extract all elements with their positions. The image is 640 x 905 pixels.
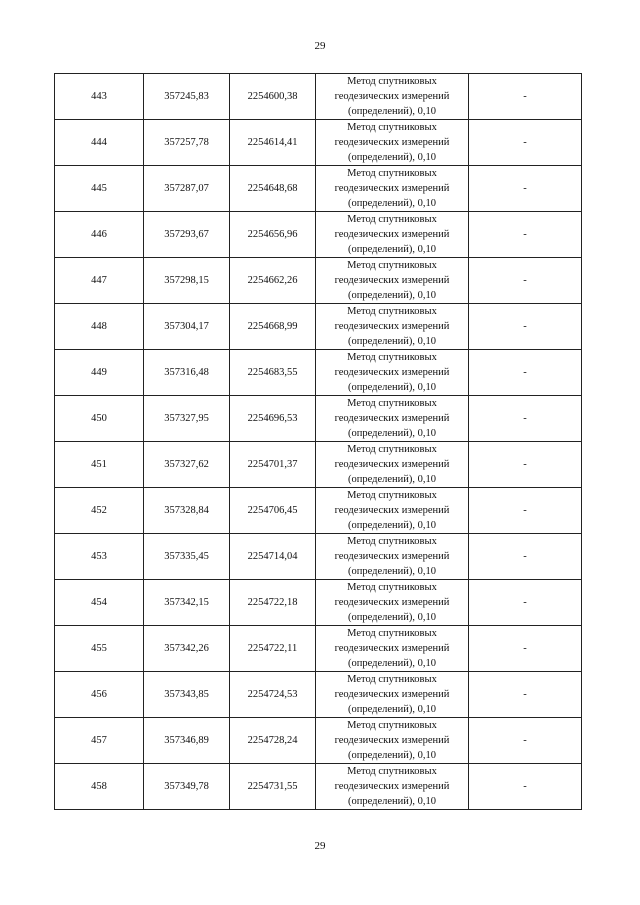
method-line: Метод спутниковых (347, 168, 437, 179)
method-line: (определений), 0,10 (347, 336, 437, 347)
method-line: (определений), 0,10 (347, 244, 437, 255)
method-line: (определений), 0,10 (347, 566, 437, 577)
point-number-cell: 453 (55, 534, 144, 580)
method-cell (316, 212, 469, 258)
point-number-cell: 443 (55, 74, 144, 120)
method-cell (316, 718, 469, 764)
method-line: Метод спутниковых (347, 260, 437, 271)
note-cell: - (469, 488, 582, 534)
method-line: (определений), 0,10 (347, 198, 437, 209)
y-coordinate-cell: 2254662,26 (230, 258, 316, 304)
method-line: Метод спутниковых (347, 628, 437, 639)
y-coordinate-cell: 2254701,37 (230, 442, 316, 488)
y-coordinate-cell: 2254648,68 (230, 166, 316, 212)
note-cell: - (469, 396, 582, 442)
note-cell: - (469, 350, 582, 396)
y-coordinate-cell: 2254668,99 (230, 304, 316, 350)
point-number-cell: 449 (55, 350, 144, 396)
method-cell (316, 258, 469, 304)
method-line: (определений), 0,10 (347, 290, 437, 301)
x-coordinate-cell: 357335,45 (144, 534, 230, 580)
method-line: (определений), 0,10 (347, 106, 437, 117)
table-row (55, 258, 582, 304)
method-line: Метод спутниковых (347, 444, 437, 455)
note-cell: - (469, 672, 582, 718)
method-line: геодезических измерений (334, 229, 450, 240)
x-coordinate-cell: 357293,67 (144, 212, 230, 258)
method-line: (определений), 0,10 (347, 704, 437, 715)
x-coordinate-cell: 357304,17 (144, 304, 230, 350)
method-cell (316, 350, 469, 396)
method-line: геодезических измерений (334, 459, 450, 470)
y-coordinate-cell: 2254614,41 (230, 120, 316, 166)
table-row (55, 488, 582, 534)
point-number-cell: 452 (55, 488, 144, 534)
method-line: (определений), 0,10 (347, 796, 437, 807)
method-line: геодезических измерений (334, 597, 450, 608)
method-cell (316, 166, 469, 212)
point-number-cell: 450 (55, 396, 144, 442)
method-line: (определений), 0,10 (347, 612, 437, 623)
table-row (55, 764, 582, 810)
point-number-cell: 446 (55, 212, 144, 258)
table-row (55, 718, 582, 764)
method-line: Метод спутниковых (347, 214, 437, 225)
method-line: (определений), 0,10 (347, 382, 437, 393)
method-line: Метод спутниковых (347, 352, 437, 363)
x-coordinate-cell: 357298,15 (144, 258, 230, 304)
method-line: геодезических измерений (334, 137, 450, 148)
x-coordinate-cell: 357346,89 (144, 718, 230, 764)
point-number-cell: 455 (55, 626, 144, 672)
note-cell: - (469, 580, 582, 626)
method-cell (316, 74, 469, 120)
table-row (55, 120, 582, 166)
method-line: (определений), 0,10 (347, 658, 437, 669)
point-number-cell: 451 (55, 442, 144, 488)
coordinates-table (54, 73, 582, 810)
method-cell (316, 488, 469, 534)
method-cell (316, 396, 469, 442)
note-cell: - (469, 120, 582, 166)
y-coordinate-cell: 2254600,38 (230, 74, 316, 120)
x-coordinate-cell: 357316,48 (144, 350, 230, 396)
table-row (55, 212, 582, 258)
method-line: геодезических измерений (334, 505, 450, 516)
method-line: Метод спутниковых (347, 582, 437, 593)
x-coordinate-cell: 357349,78 (144, 764, 230, 810)
method-line: Метод спутниковых (347, 536, 437, 547)
method-line: (определений), 0,10 (347, 428, 437, 439)
note-cell: - (469, 212, 582, 258)
method-line: геодезических измерений (334, 413, 450, 424)
table-row (55, 304, 582, 350)
method-cell (316, 580, 469, 626)
y-coordinate-cell: 2254722,18 (230, 580, 316, 626)
note-cell: - (469, 304, 582, 350)
point-number-cell: 447 (55, 258, 144, 304)
method-line: Метод спутниковых (347, 674, 437, 685)
method-cell (316, 304, 469, 350)
method-cell (316, 120, 469, 166)
method-line: геодезических измерений (334, 781, 450, 792)
table-row (55, 166, 582, 212)
x-coordinate-cell: 357287,07 (144, 166, 230, 212)
x-coordinate-cell: 357257,78 (144, 120, 230, 166)
page-number-top: 29 (314, 40, 326, 52)
method-line: геодезических измерений (334, 551, 450, 562)
y-coordinate-cell: 2254731,55 (230, 764, 316, 810)
note-cell: - (469, 442, 582, 488)
method-cell (316, 442, 469, 488)
x-coordinate-cell: 357343,85 (144, 672, 230, 718)
note-cell: - (469, 626, 582, 672)
method-cell (316, 626, 469, 672)
method-line: (определений), 0,10 (347, 474, 437, 485)
method-line: Метод спутниковых (347, 490, 437, 501)
method-line: Метод спутниковых (347, 720, 437, 731)
method-cell (316, 672, 469, 718)
method-line: (определений), 0,10 (347, 152, 437, 163)
table-row (55, 626, 582, 672)
x-coordinate-cell: 357342,15 (144, 580, 230, 626)
note-cell: - (469, 258, 582, 304)
method-line: геодезических измерений (334, 183, 450, 194)
point-number-cell: 445 (55, 166, 144, 212)
method-line: геодезических измерений (334, 643, 450, 654)
table-row (55, 672, 582, 718)
x-coordinate-cell: 357342,26 (144, 626, 230, 672)
page-number-bottom: 29 (314, 840, 326, 852)
point-number-cell: 448 (55, 304, 144, 350)
table-row (55, 580, 582, 626)
method-cell (316, 534, 469, 580)
method-line: (определений), 0,10 (347, 750, 437, 761)
note-cell: - (469, 718, 582, 764)
y-coordinate-cell: 2254714,04 (230, 534, 316, 580)
method-line: Метод спутниковых (347, 398, 437, 409)
method-line: (определений), 0,10 (347, 520, 437, 531)
method-line: геодезических измерений (334, 367, 450, 378)
table-row (55, 442, 582, 488)
y-coordinate-cell: 2254706,45 (230, 488, 316, 534)
method-line: геодезических измерений (334, 735, 450, 746)
x-coordinate-cell: 357327,62 (144, 442, 230, 488)
method-line: Метод спутниковых (347, 122, 437, 133)
note-cell: - (469, 764, 582, 810)
note-cell: - (469, 534, 582, 580)
table-row (55, 350, 582, 396)
coordinates-table-body (55, 74, 582, 810)
table-row (55, 534, 582, 580)
method-line: геодезических измерений (334, 91, 450, 102)
table-row (55, 74, 582, 120)
y-coordinate-cell: 2254728,24 (230, 718, 316, 764)
point-number-cell: 456 (55, 672, 144, 718)
method-line: геодезических измерений (334, 689, 450, 700)
y-coordinate-cell: 2254696,53 (230, 396, 316, 442)
y-coordinate-cell: 2254722,11 (230, 626, 316, 672)
point-number-cell: 458 (55, 764, 144, 810)
point-number-cell: 444 (55, 120, 144, 166)
method-line: Метод спутниковых (347, 766, 437, 777)
x-coordinate-cell: 357245,83 (144, 74, 230, 120)
method-line: геодезических измерений (334, 275, 450, 286)
y-coordinate-cell: 2254683,55 (230, 350, 316, 396)
y-coordinate-cell: 2254724,53 (230, 672, 316, 718)
y-coordinate-cell: 2254656,96 (230, 212, 316, 258)
point-number-cell: 457 (55, 718, 144, 764)
method-line: Метод спутниковых (347, 306, 437, 317)
note-cell: - (469, 166, 582, 212)
method-cell (316, 764, 469, 810)
method-line: геодезических измерений (334, 321, 450, 332)
method-line: Метод спутниковых (347, 76, 437, 87)
x-coordinate-cell: 357328,84 (144, 488, 230, 534)
note-cell: - (469, 74, 582, 120)
x-coordinate-cell: 357327,95 (144, 396, 230, 442)
table-row (55, 396, 582, 442)
point-number-cell: 454 (55, 580, 144, 626)
